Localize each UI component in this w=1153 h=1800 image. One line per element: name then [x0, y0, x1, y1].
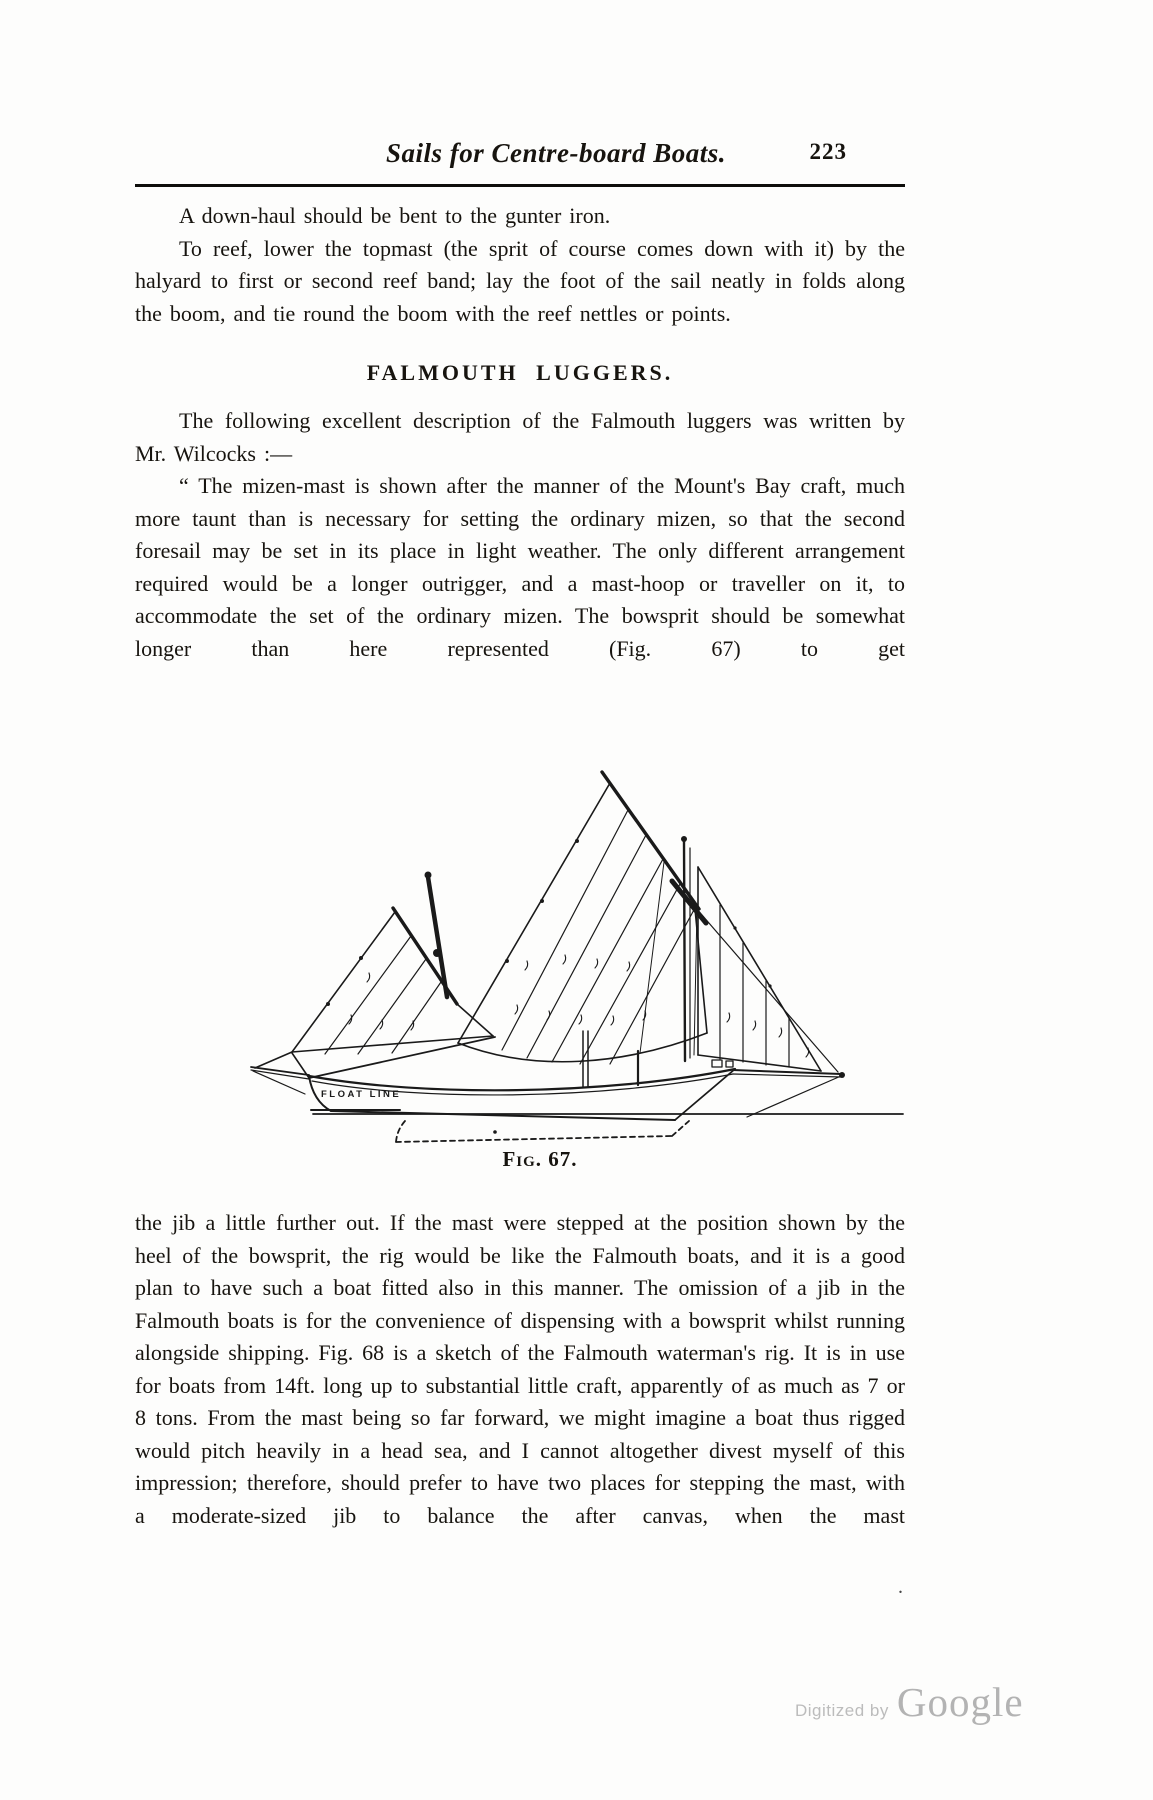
- lugger-boat-illustration: [245, 665, 905, 1185]
- figure-caption: Fig. 67.: [502, 1147, 578, 1171]
- page-number: 223: [809, 139, 847, 164]
- paragraph-mizen-mast: “ The mizen-mast is shown after the manner of the Mount's Bay craft, much more taunt than is necessary for setting the ordinary mizen, so that the second foresail may be set in its place in light weather. The only different arrangement required would be a longer outrigger, and a mast-hoop or traveller on it, to accommodate the set of the ordinary mizen. The bowsprit should be somewhat longer than here represented (Fig. 67) to get: [135, 473, 905, 661]
- paragraph-downhaul: A down-haul should be bent to the gunter iron.: [179, 203, 611, 228]
- running-title: Sails for Centre-board Boats.: [385, 138, 727, 168]
- section-heading-falmouth-luggers: FALMOUTH LUGGERS.: [366, 360, 674, 385]
- paragraph-jib-continuation: the jib a little further out. If the mast were stepped at the position shown by the heel of the bowsprit, the rig would be like the Falmouth boats, and it is a good plan to have such a boat fitted also in this manner. The omission of a jib in the Falmouth boats is for the convenience of dispensing with a bowsprit whilst running alongside shipping. Fig. 68 is a sketch of the Falmouth waterman's rig. It is in use for boats from 14ft. long up to substantial little craft, apparently of as much as 7 or 8 tons. From the mast being so far forward, we might imagine a boat thus rigged would pitch heavily in a head sea, and I cannot altogether divest myself of this impression; therefore, should prefer to have two places for stepping the mast, with a moderate-sized jib to balance the after canvas, when the mast: [135, 1210, 905, 1528]
- digitized-by-label: Digitized by: [795, 1701, 889, 1720]
- figure-67: [135, 665, 905, 1185]
- stray-period-mark: .: [898, 1576, 903, 1598]
- text-column: [135, 0, 905, 1532]
- paragraph-reefing: To reef, lower the topmast (the sprit of course comes down with it) by the halyard to first or second reef band; lay the foot of the sail neatly in folds along the boom, and tie round the boom with the reef nettles or points.: [135, 235, 905, 326]
- paragraph-intro-wilcocks: The following excellent description of the Falmouth luggers was written by Mr. Wilcocks :—: [135, 408, 905, 466]
- header-rule: [135, 184, 905, 187]
- digitization-watermark: [795, 1678, 1024, 1726]
- google-logo: Google: [896, 1679, 1024, 1725]
- float-line-label: FLOAT LINE: [321, 1089, 402, 1100]
- running-header: [135, 138, 905, 176]
